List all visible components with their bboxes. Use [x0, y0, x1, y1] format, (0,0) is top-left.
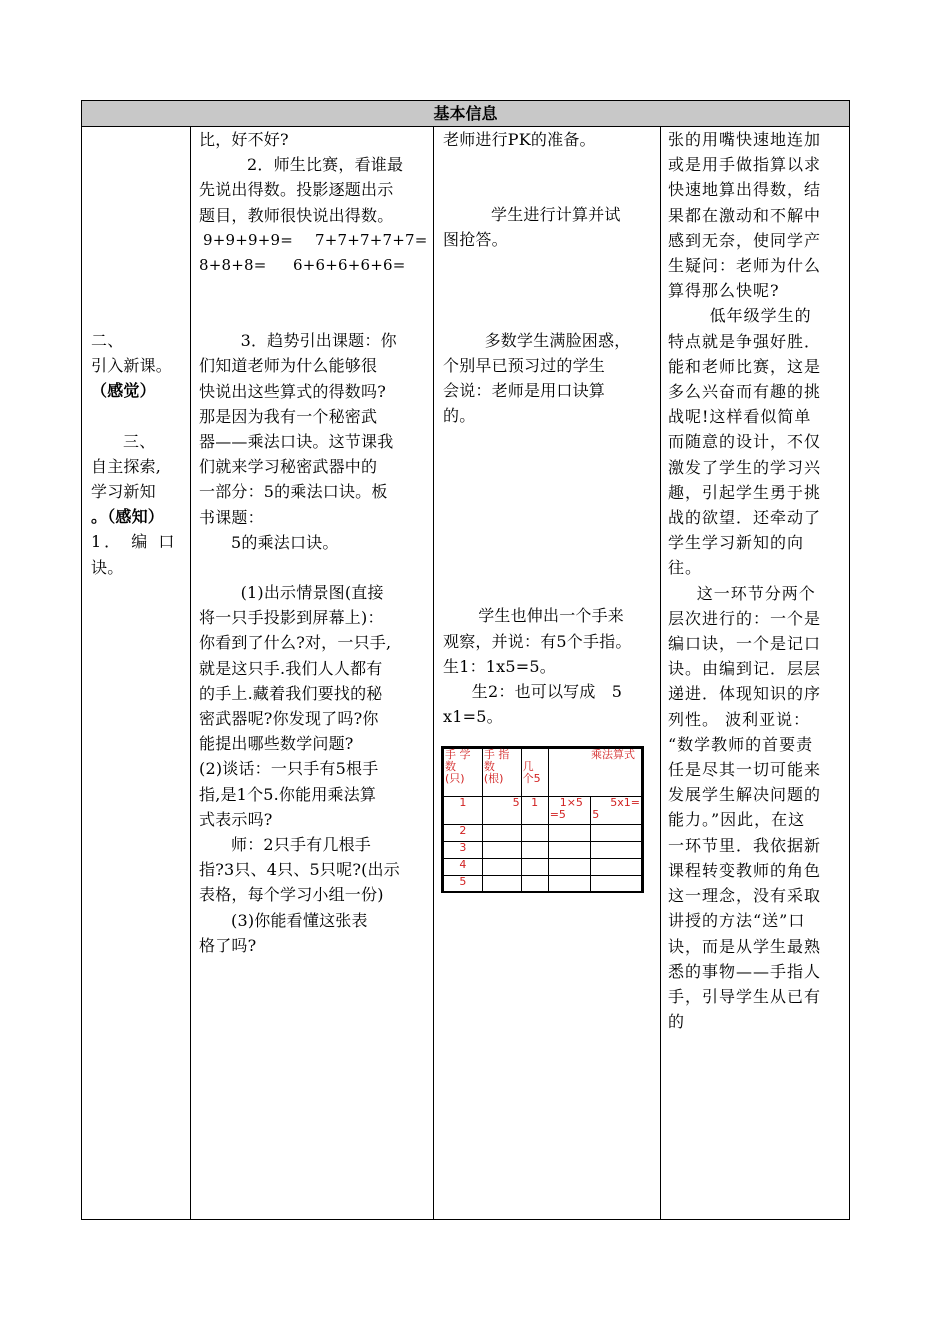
text-line: 一部分：5的乘法口诀。板: [199, 482, 388, 502]
table-cell: 2: [444, 825, 483, 842]
text-line: 密武器呢?你发现了吗?你: [199, 709, 379, 729]
text-line: 往。: [668, 558, 703, 578]
text-line: 激发了学生的学习兴: [668, 457, 822, 477]
text-line: 递进．体现知识的序: [668, 684, 822, 704]
text-line: 发展学生解决问题的: [668, 785, 822, 805]
text-line: 能提出哪些数学问题?: [199, 734, 354, 754]
text-line: “数学教师的首要责: [668, 734, 814, 754]
text-line: 感到无奈，使同学产: [668, 230, 822, 250]
text-line: 而随意的设计，不仅: [668, 432, 822, 452]
text-line: 5的乘法口诀。: [231, 532, 339, 552]
text-line: 诀，而是从学生最熟: [668, 936, 822, 956]
text-line: 式表示吗?: [199, 809, 273, 829]
text-line: 趣，引起学生勇于挑: [668, 482, 822, 502]
table-header-cell: 乘法算式: [548, 749, 641, 797]
text-line: 诀。由编到记．层层: [668, 659, 822, 679]
text-line: 层次进行的：一个是: [668, 608, 822, 628]
table-cell: [591, 859, 642, 876]
text-line: 们知道老师为什么能够很: [199, 356, 378, 376]
equation-line: [199, 228, 429, 253]
table-header: 基本信息: [82, 101, 849, 127]
text-line: 器——乘法口诀。这节课我: [199, 432, 394, 452]
table-cell: [548, 825, 591, 842]
text-line: 生2：也可以写成 5: [471, 682, 623, 702]
text-line: (2)谈话：一只手有5根手: [199, 759, 379, 779]
table-cell: [521, 825, 548, 842]
text-line: 的。: [443, 406, 476, 426]
text-line: 战的欲望．还牵动了: [668, 508, 822, 528]
text-line: 这一理念，没有采取: [668, 886, 822, 906]
section-3-tag: 。（感知）: [91, 507, 165, 527]
text-line: 特点就是争强好胜．: [668, 331, 822, 351]
section-2-tag: （感觉）: [91, 381, 156, 401]
text-line: 或是用手做指算以求: [668, 155, 822, 175]
text-line: 一环节里．我依据新: [668, 835, 822, 855]
text-line: 能力。”因此，在这: [668, 810, 806, 830]
column-divider: [190, 127, 191, 1219]
table-cell: [548, 842, 591, 859]
text-line: 个别早已预习过的学生: [443, 355, 606, 375]
text-line: (1)出示情景图(直接: [240, 583, 384, 603]
text-line: 先说出得数。投影逐题出示: [199, 180, 394, 200]
table-header-cell: 手 学 数 (只): [444, 749, 483, 797]
table-cell: [521, 842, 548, 859]
text-line: 编口诀，一个是记口: [668, 634, 822, 654]
table-cell: 1: [521, 797, 548, 825]
text-line: 列性。 波利亚说：: [668, 709, 811, 729]
text-line: 将一只手投影到屏幕上)：: [199, 608, 384, 628]
text-line: 们就来学习秘密武器中的: [199, 457, 378, 477]
text-line: 的: [668, 1012, 686, 1032]
text-line: 算得那么快呢?: [668, 281, 780, 301]
text-line: 任是尽其一切可能来: [668, 760, 822, 780]
column-divider: [660, 127, 661, 1219]
text-line: 张的用嘴快速地连加: [668, 130, 822, 149]
text-line: 指,是1个5.你能用乘法算: [199, 784, 377, 804]
text-line: 多么兴奋而有趣的挑: [668, 382, 822, 402]
text-line: 2．师生比赛，看谁最: [247, 155, 404, 175]
text-line: 图抢答。: [443, 230, 508, 250]
text-line: 会说：老师是用口诀算: [443, 381, 606, 401]
table-header-cell: 手 指 数 (根): [482, 749, 521, 797]
text-line: 就是这只手.我们人人都有: [199, 658, 383, 678]
text-line: 生1：1x5=5。: [443, 656, 556, 676]
text-line: 快说出这些算式的得数吗?: [199, 381, 386, 401]
table-cell: [591, 825, 642, 842]
text-line: (3)你能看懂这张表: [231, 910, 368, 930]
text-line: 书课题：: [199, 507, 264, 527]
table-cell: [521, 876, 548, 893]
text-line: 那是因为我有一个秘密武: [199, 406, 378, 426]
table-cell: [548, 876, 591, 893]
text-line: 讲授的方法“送”口: [668, 911, 806, 931]
equation: 7+7+7+7+7=: [315, 230, 428, 249]
text-line: 老师进行PK的准备。: [443, 130, 596, 149]
text-line: 师：2只手有几根手: [231, 835, 371, 855]
text-line: 学生也伸出一个手来: [478, 606, 624, 626]
student-activity-column: [443, 127, 655, 729]
text-line: 快速地算出得数，结: [668, 180, 822, 200]
item-1-label-2: 诀。: [91, 557, 124, 577]
section-2-number: 二、: [91, 331, 124, 350]
text-line: 战呢!这样看似简单: [668, 407, 812, 427]
section-2-title: 引入新课。: [91, 356, 173, 376]
multiplication-table: [441, 746, 644, 893]
text-line: x1=5。: [443, 707, 503, 727]
table-cell: 1: [444, 797, 483, 825]
equation: 9+9+9+9=: [203, 230, 294, 249]
section-3-number: 三、: [123, 431, 156, 451]
text-line: 能和老师比赛，这是: [668, 356, 822, 376]
stage-column: [91, 328, 187, 580]
equation: 8+8+8=: [199, 256, 267, 275]
table-cell: 5x1= 5: [591, 797, 642, 825]
table-cell: [591, 842, 642, 859]
text-line: 课程转变教师的角色: [668, 860, 822, 880]
section-3-title-2: 学习新知: [91, 482, 156, 502]
table-cell: 5: [444, 876, 483, 893]
table-cell: 3: [444, 842, 483, 859]
text-line: 比，好不好?: [199, 130, 289, 149]
equation-line: [199, 253, 429, 278]
text-line: 手，引导学生从已有: [668, 986, 822, 1006]
text-line: 表格，每个学习小组一份): [199, 885, 384, 905]
text-line: 的手上.藏着我们要找的秘: [199, 683, 383, 703]
text-line: 格了吗?: [199, 935, 257, 955]
text-line: 果都在激动和不解中: [668, 205, 822, 225]
table-cell: [591, 876, 642, 893]
table-cell: 1×5 =5: [548, 797, 591, 825]
table-cell: [482, 876, 521, 893]
table-cell: [482, 859, 521, 876]
table-cell: 5: [482, 797, 521, 825]
text-line: 3．趋势引出课题：你: [240, 331, 397, 351]
text-line: 学生进行计算并试: [491, 205, 621, 225]
item-1-label: 1． 编 口: [91, 532, 178, 552]
text-line: 学生学习新知的向: [668, 533, 805, 553]
section-3-title: 自主探索,: [91, 456, 162, 476]
table-cell: [482, 842, 521, 859]
table-cell: 4: [444, 859, 483, 876]
column-divider: [433, 127, 434, 1219]
design-intent-column: [668, 127, 844, 1034]
text-line: 指?3只、4只、5只呢?(出示: [199, 860, 400, 880]
teacher-activity-column: [199, 127, 429, 958]
text-line: 多数学生满脸困惑，: [484, 330, 631, 350]
text-line: 生疑问：老师为什么: [668, 256, 822, 276]
table-cell: [548, 859, 591, 876]
table-header-cell: 几 个5: [521, 749, 548, 797]
text-line: 观察，并说：有5个手指。: [443, 631, 632, 651]
text-line: 你看到了什么?对，一只手,: [199, 633, 392, 653]
text-line: 低年级学生的: [709, 306, 812, 326]
text-line: 悉的事物——手指人: [668, 961, 822, 981]
text-line: 题目，教师很快说出得数。: [199, 205, 394, 225]
table-cell: [482, 825, 521, 842]
text-line: 这一环节分两个: [696, 583, 816, 603]
table-cell: [521, 859, 548, 876]
equation: 6+6+6+6+6=: [293, 256, 406, 275]
